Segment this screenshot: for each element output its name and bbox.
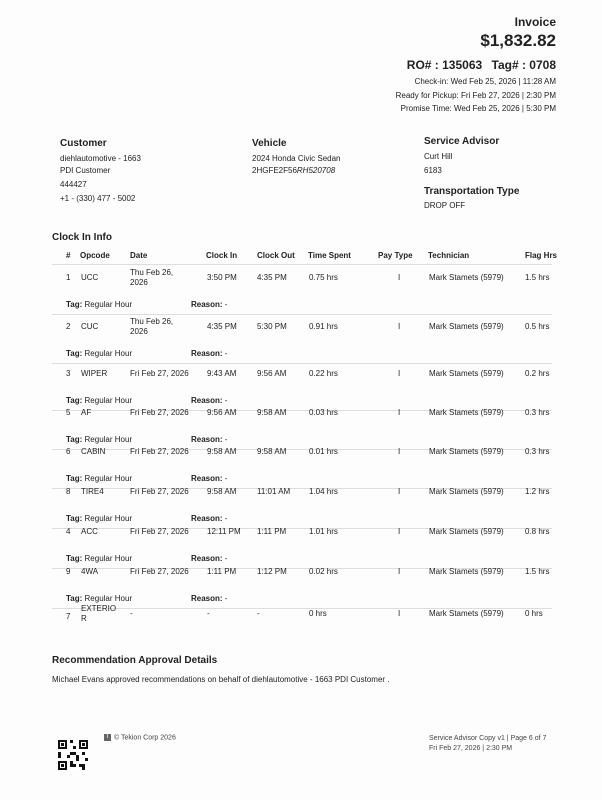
- reason-label: Reason:: [191, 349, 223, 358]
- row-date: -: [130, 609, 133, 618]
- tag-value: Regular Hour: [84, 554, 133, 563]
- row-opcode: UCC: [81, 273, 99, 282]
- vin-suffix: RH520708: [296, 166, 336, 175]
- ro-number: RO# : 135063: [406, 58, 483, 72]
- row-technician: Mark Stamets (5979): [429, 487, 504, 496]
- row-tag: [66, 474, 132, 484]
- row-date: Fri Feb 27, 2026: [130, 567, 189, 576]
- row-tag: [66, 594, 132, 604]
- advisor-title: Service Advisor: [424, 136, 500, 147]
- row-clock-out: 9:56 AM: [257, 369, 287, 378]
- row-tag: [66, 435, 132, 445]
- row-reason: [191, 514, 227, 524]
- reason-label: Reason:: [191, 594, 223, 603]
- row-clock-out: 1:11 PM: [257, 527, 287, 536]
- row-pay-type: I: [398, 322, 401, 331]
- recommendation-title: Recommendation Approval Details: [52, 655, 218, 666]
- row-clock-in: 9:43 AM: [207, 369, 237, 378]
- row-opcode: 4WA: [81, 567, 99, 576]
- reason-value: -: [224, 396, 228, 405]
- tag-value: Regular Hour: [84, 396, 133, 405]
- tag-label: Tag:: [66, 554, 83, 563]
- row-num: 2: [66, 322, 71, 331]
- col-date: Date: [130, 251, 148, 260]
- invoice-total: $1,832.82: [480, 31, 556, 50]
- row-reason: [191, 594, 227, 604]
- tag-value: Regular Hour: [84, 349, 133, 358]
- row-date: Fri Feb 27, 2026: [130, 408, 189, 417]
- tag-label: Tag:: [66, 300, 83, 309]
- row-pay-type: I: [398, 609, 401, 618]
- tag-label: Tag:: [66, 349, 83, 358]
- col-clock-in: Clock In: [206, 251, 238, 260]
- row-clock-out: 4:35 PM: [257, 273, 287, 282]
- row-num: 1: [66, 273, 71, 282]
- row-time-spent: 1.04 hrs: [309, 487, 338, 496]
- row-clock-in: 9:56 AM: [207, 408, 237, 417]
- copy-date: Fri Feb 27, 2026 | 2:30 PM: [429, 745, 513, 752]
- col-flag-hrs: Flag Hrs: [525, 251, 558, 260]
- row-opcode: AF: [81, 408, 92, 417]
- row-flag-hrs: 0.3 hrs: [525, 408, 550, 417]
- row-num: 3: [66, 369, 71, 378]
- row-divider: [52, 363, 552, 364]
- reason-label: Reason:: [191, 300, 223, 309]
- row-clock-in: 4:35 PM: [207, 322, 237, 331]
- row-clock-in: 3:50 PM: [207, 273, 237, 282]
- row-time-spent: 0.03 hrs: [309, 408, 338, 417]
- row-tag: [66, 396, 132, 406]
- row-clock-in: 1:11 PM: [207, 567, 237, 576]
- copy-page: Service Advisor Copy v1 | Page 6 of 7: [429, 735, 547, 742]
- advisor-name: Curt Hill: [424, 152, 453, 161]
- row-flag-hrs: 0.8 hrs: [525, 527, 550, 536]
- vehicle-vin: [252, 165, 341, 177]
- row-num: 8: [66, 487, 71, 496]
- row-date: Fri Feb 27, 2026: [130, 369, 189, 378]
- row-tag: [66, 349, 132, 359]
- row-technician: Mark Stamets (5979): [429, 447, 504, 456]
- customer-id: 444427: [60, 180, 87, 189]
- row-time-spent: 0.01 hrs: [309, 447, 338, 456]
- row-num: 6: [66, 447, 71, 456]
- customer-name2: PDI Customer: [60, 166, 111, 175]
- tag-label: Tag:: [66, 396, 83, 405]
- row-opcode: ACC: [81, 527, 98, 536]
- row-clock-out: 5:30 PM: [257, 322, 287, 331]
- row-divider: [52, 314, 552, 315]
- row-time-spent: 0.91 hrs: [309, 322, 338, 331]
- customer-title: Customer: [60, 138, 107, 149]
- row-clock-in: 12:11 PM: [207, 527, 241, 536]
- row-technician: Mark Stamets (5979): [429, 408, 504, 417]
- row-clock-out: -: [257, 609, 260, 618]
- recommendation-text: Michael Evans approved recommendations on behalf of diehlautomotive - 1663 PDI Customer .: [52, 675, 390, 684]
- reason-label: Reason:: [191, 474, 223, 483]
- row-pay-type: I: [398, 487, 401, 496]
- row-opcode: CUC: [81, 322, 99, 331]
- advisor-block: [424, 136, 519, 212]
- transport-title: Transportation Type: [424, 186, 520, 197]
- ro-tag-line: [407, 58, 556, 72]
- transport-type: DROP OFF: [424, 201, 466, 210]
- row-tag: [66, 514, 132, 524]
- row-reason: [191, 554, 227, 564]
- row-clock-out: 11:01 AM: [257, 487, 291, 496]
- row-date: Fri Feb 27, 2026: [130, 447, 189, 456]
- col-time-spent: Time Spent: [308, 251, 351, 260]
- reason-label: Reason:: [191, 554, 223, 563]
- tag-label: Tag:: [66, 514, 83, 523]
- row-flag-hrs: 1.2 hrs: [525, 487, 550, 496]
- advisor-id: 6183: [424, 166, 442, 175]
- row-technician: Mark Stamets (5979): [429, 609, 504, 618]
- tag-value: Regular Hour: [84, 474, 133, 483]
- header-divider: [52, 264, 552, 265]
- row-reason: [191, 396, 227, 406]
- reason-value: -: [224, 474, 228, 483]
- tag-label: Tag:: [66, 594, 83, 603]
- row-reason: [191, 349, 227, 359]
- row-tag: [66, 300, 132, 310]
- row-flag-hrs: 1.5 hrs: [525, 567, 550, 576]
- reason-value: -: [224, 435, 228, 444]
- tag-value: Regular Hour: [84, 435, 133, 444]
- row-tag: [66, 554, 132, 564]
- customer-name: diehlautomotive - 1663: [60, 154, 141, 163]
- row-technician: Mark Stamets (5979): [429, 273, 504, 282]
- tag-label: Tag:: [66, 435, 83, 444]
- row-reason: [191, 435, 227, 445]
- col-pay-type: Pay Type: [378, 251, 413, 260]
- qr-code-icon: [58, 740, 88, 770]
- tekion-logo-icon: T: [105, 734, 110, 740]
- tag-value: Regular Hour: [84, 594, 133, 603]
- row-reason: [191, 300, 227, 310]
- col-clock-out: Clock Out: [257, 251, 295, 260]
- row-date: Thu Feb 26, 2026: [130, 268, 174, 287]
- row-technician: Mark Stamets (5979): [429, 567, 504, 576]
- row-date: Thu Feb 26, 2026: [130, 317, 174, 336]
- row-pay-type: I: [398, 273, 401, 282]
- row-time-spent: 1.01 hrs: [309, 527, 338, 536]
- row-flag-hrs: 0 hrs: [525, 609, 543, 618]
- row-flag-hrs: 0.5 hrs: [525, 322, 550, 331]
- row-technician: Mark Stamets (5979): [429, 369, 504, 378]
- row-date: Fri Feb 27, 2026: [130, 487, 189, 496]
- row-flag-hrs: 0.2 hrs: [525, 369, 550, 378]
- copy-info: [429, 734, 546, 754]
- vehicle-model: 2024 Honda Civic Sedan: [252, 154, 341, 163]
- row-pay-type: I: [398, 527, 401, 536]
- clock-in-title: Clock In Info: [52, 232, 112, 243]
- row-clock-in: 9:58 AM: [207, 447, 237, 456]
- col-technician: Technician: [428, 251, 470, 260]
- tag-label: Tag:: [66, 474, 83, 483]
- row-technician: Mark Stamets (5979): [429, 322, 504, 331]
- vehicle-title: Vehicle: [252, 138, 287, 149]
- row-time-spent: 0.02 hrs: [309, 567, 338, 576]
- row-opcode: EXTERIO R: [81, 604, 117, 623]
- ready-time: Ready for Pickup: Fri Feb 27, 2026 | 2:30 PM: [395, 90, 556, 100]
- row-date: Fri Feb 27, 2026: [130, 527, 189, 536]
- row-pay-type: I: [398, 447, 401, 456]
- row-clock-out: 9:58 AM: [257, 408, 287, 417]
- reason-label: Reason:: [191, 435, 223, 444]
- checkin-time: Check-in: Wed Feb 25, 2026 | 11:28 AM: [414, 77, 556, 86]
- promise-time: Promise Time: Wed Feb 25, 2026 | 5:30 PM: [400, 104, 556, 113]
- reason-label: Reason:: [191, 514, 223, 523]
- reason-value: -: [224, 349, 228, 358]
- row-opcode: TIRE4: [81, 487, 104, 496]
- reason-value: -: [224, 514, 228, 523]
- row-num: 9: [66, 567, 71, 576]
- col-num: #: [66, 251, 71, 260]
- tag-value: Regular Hour: [84, 514, 133, 523]
- customer-phone: +1 - (330) 477 - 5002: [60, 194, 136, 203]
- row-technician: Mark Stamets (5979): [429, 527, 504, 536]
- row-clock-in: 9:58 AM: [207, 487, 237, 496]
- row-clock-in: -: [207, 609, 210, 618]
- col-opcode: Opcode: [80, 251, 110, 260]
- row-pay-type: I: [398, 369, 401, 378]
- row-num: 7: [66, 612, 71, 621]
- row-num: 5: [66, 408, 71, 417]
- row-time-spent: 0.75 hrs: [309, 273, 338, 282]
- row-time-spent: 0.22 hrs: [309, 369, 338, 378]
- row-pay-type: I: [398, 567, 401, 576]
- vin-prefix: 2HGFE2F56: [252, 166, 297, 175]
- row-clock-out: 9:58 AM: [257, 447, 287, 456]
- reason-value: -: [224, 554, 228, 563]
- invoice-label: Invoice: [514, 15, 556, 29]
- row-opcode: CABIN: [81, 447, 106, 456]
- row-clock-out: 1:12 PM: [257, 567, 287, 576]
- row-flag-hrs: 0.3 hrs: [525, 447, 550, 456]
- customer-block: [60, 138, 141, 205]
- row-time-spent: 0 hrs: [309, 609, 327, 618]
- reason-label: Reason:: [191, 396, 223, 405]
- tag-value: Regular Hour: [84, 300, 133, 309]
- row-flag-hrs: 1.5 hrs: [525, 273, 550, 282]
- vehicle-block: [252, 138, 341, 177]
- tag-number: Tag# : 0708: [491, 58, 556, 72]
- row-num: 4: [66, 527, 71, 536]
- reason-value: -: [224, 594, 228, 603]
- row-opcode: WIPER: [81, 369, 108, 378]
- row-reason: [191, 474, 227, 484]
- timestamps: [396, 75, 556, 116]
- row-pay-type: I: [398, 408, 401, 417]
- reason-value: -: [224, 300, 228, 309]
- corp-credit: T © Tekion Corp 2026: [105, 734, 176, 742]
